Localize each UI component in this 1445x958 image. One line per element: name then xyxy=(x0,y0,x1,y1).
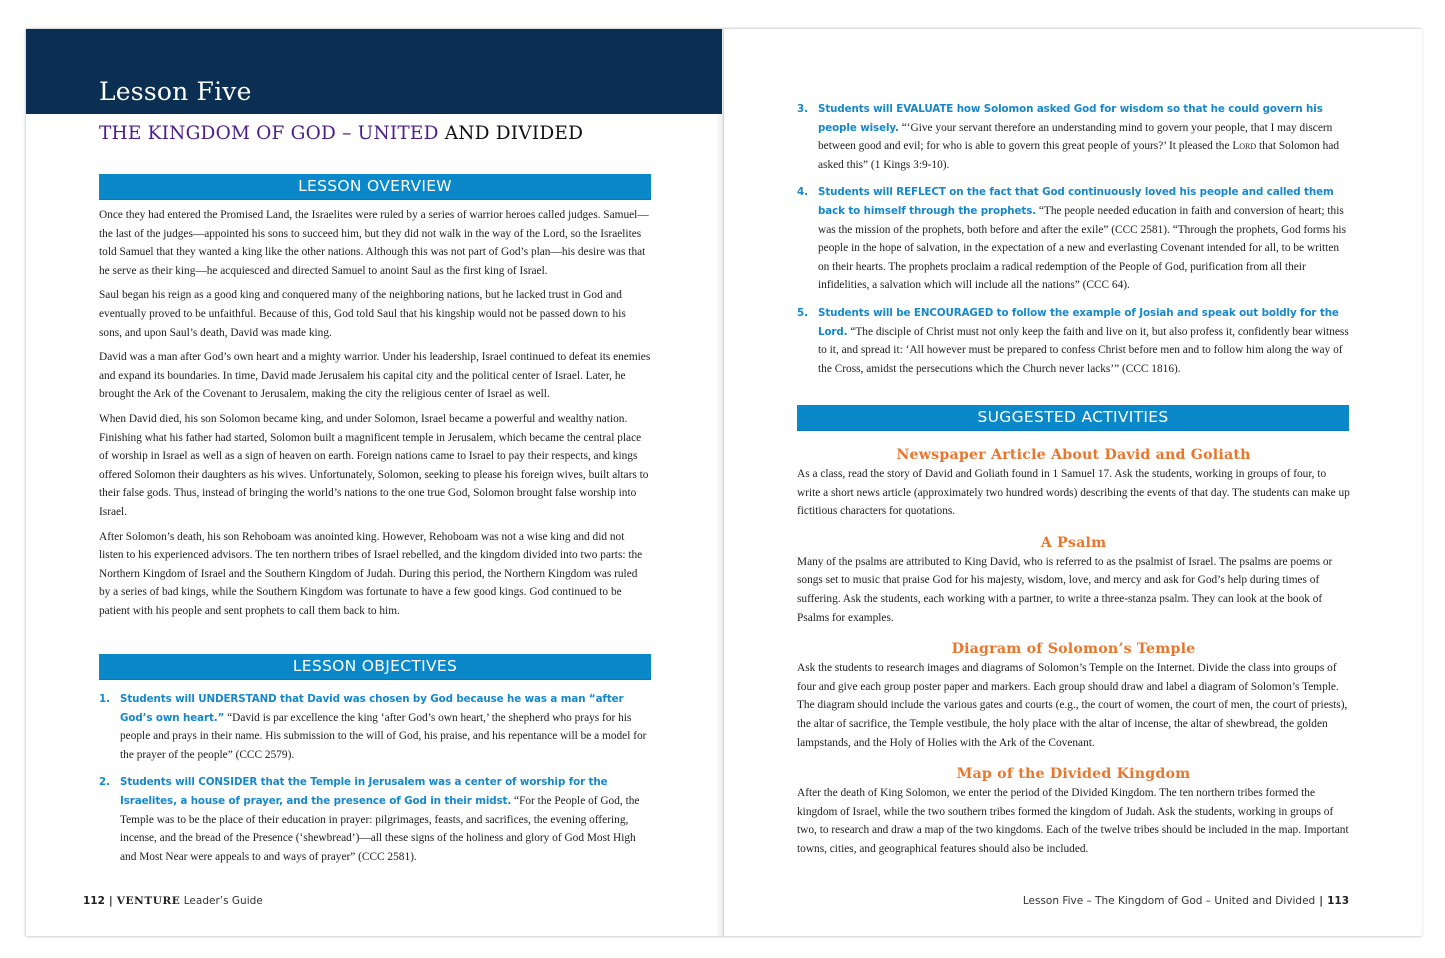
objective-number: 3. xyxy=(797,103,809,115)
lesson-subtitle-rest: AND DIVIDED xyxy=(438,123,584,144)
objective-quote-smallcaps: Lord xyxy=(1232,140,1257,153)
objective-quote: “The people needed education in faith and conversion of heart; this was the mission of the prophets, both before and after the exile” (CCC 2581). “Through the prophets, God forms his people in the hope of salvation, in the expectation of a new and everlasting Covenant intended for all, to be written on their hearts. The prophets proclaim a radical redemption of the People of God, purification from all their infidelities, a salvation which will include all the nations” (CCC 64). xyxy=(818,204,1346,292)
objective-item xyxy=(797,304,1350,378)
lesson-objectives-heading: LESSON OBJECTIVES xyxy=(99,654,651,680)
activity-item xyxy=(797,639,1350,752)
objective-item xyxy=(99,773,651,866)
left-page-footer xyxy=(83,895,263,907)
objective-number: 5. xyxy=(797,306,809,319)
activity-description: Ask the students to research images and diagrams of Solomon’s Temple on the Internet. Divide the class into groups of four and give each group poster paper and markers. Each group should draw and label a diagram of Solomon’s Temple. The diagram should include the various gates and courts (e.g., the court of women, the court of men, the court of priests), the altar of sacrifice, the Temple vestibule, the holy place with the altar of incense, the altar of shewbread, the golden lampstands, and the Holy of Holies with the Ark of the Covenant. xyxy=(797,662,1348,749)
suggested-activities-list xyxy=(797,445,1350,871)
activity-item xyxy=(797,533,1350,627)
activity-item xyxy=(797,764,1350,858)
objective-number: 2. xyxy=(99,776,111,789)
overview-paragraph: David was a man after God’s own heart and a mighty warrior. Under his leadership, Israel continued to defeat its enemies and expand its boundaries. In time, David made Jerusalem his capital city and the political center of Israel. Later, he brought the Ark of the Covenant to Jerusalem, making the city the religious center of Israel as well. xyxy=(99,351,651,401)
right-page-footer xyxy=(1023,895,1349,907)
overview-paragraph: When David died, his son Solomon became king, and under Solomon, Israel became a powerful and wealthy nation. Finishing what his father had started, Solomon built a magnificent temple in Jerusalem, which became the central place of worship in Israel as well as a sign of heaven on earth. Foreign nations came to Israel to pay their respects, and kings offered Solomon their daughters as his wives. Unfortunately, Solomon, seeking to please his foreign wives, built altars to their false gods. Thus, instead of bringing the world’s nations to the one true God, Solomon brought false worship into Israel. xyxy=(99,412,649,518)
lesson-objectives-list xyxy=(99,690,651,875)
page-number: 112 xyxy=(83,895,105,907)
activity-title: Diagram of Solomon’s Temple xyxy=(951,641,1196,658)
objectives-continued-list xyxy=(797,100,1350,387)
left-page xyxy=(26,29,722,936)
activity-description: As a class, read the story of David and Goliath found in 1 Samuel 17. Ask the students, working in groups of four, to write a short news article (approximately two hundred words) describing the events of that day. The students can make up fictitious characters for quotations. xyxy=(797,468,1350,518)
footer-brand: VENTURE xyxy=(116,895,181,907)
overview-paragraph: Saul began his reign as a good king and conquered many of the neighboring nations, but he lacked trust in God and eventually proved to be unfaithful. Because of this, God told Saul that his kingship would not be passed down to his sons, and upon Saul’s death, David was made king. xyxy=(99,289,626,339)
objective-number: 1. xyxy=(99,693,111,705)
activity-title: Map of the Divided Kingdom xyxy=(956,766,1191,783)
objective-lead: Students will EVALUATE how Solomon asked God for wisdom so that he could govern his people wisely. xyxy=(818,103,1323,134)
footer-guide-title: Leader’s Guide xyxy=(180,895,263,907)
objective-number: 4. xyxy=(797,186,809,199)
objective-lead: Students will CONSIDER that the Temple in Jerusalem was a center of worship for the Israelites, a house of prayer, and the presence of God in their midst. xyxy=(120,776,608,807)
objective-item xyxy=(99,690,651,764)
objective-quote: “‘Give your servant therefore an understanding mind to govern your people, that I may discern between good and evil; for who is able to govern this great people of yours?’ It pleased the xyxy=(818,121,1333,153)
lesson-overview-heading: LESSON OVERVIEW xyxy=(99,174,651,200)
running-head: Lesson Five – The Kingdom of God – United and Divided xyxy=(1022,895,1316,907)
overview-paragraph: After Solomon’s death, his son Rehoboam was anointed king. However, Rehoboam was not a wise king and did not listen to his experienced advisors. The ten northern tribes of Israel rebelled, and the kingdom divided into two parts: the Northern Kingdom of Israel and the Southern Kingdom of Judah. During this period, the Northern Kingdom was ruled by a series of bad kings, while the Southern Kingdom was fortunate to have a few good kings. God continued to be patient with his people and sent prophets to call them back to him. xyxy=(99,530,643,617)
lesson-title: Lesson Five xyxy=(99,77,252,106)
objective-lead: Students will REFLECT on the fact that God continuously loved his people and called them back to himself through the prophets. xyxy=(818,186,1334,217)
suggested-activities-heading: SUGGESTED ACTIVITIES xyxy=(797,405,1349,431)
book-spread xyxy=(26,29,1421,936)
objective-lead: Students will be ENCOURAGED to follow the example of Josiah and speak out boldly for the Lord. xyxy=(818,306,1339,338)
footer-separator: | xyxy=(1319,895,1324,907)
page-number: 113 xyxy=(1327,895,1349,907)
activity-description: After the death of King Solomon, we enter the period of the Divided Kingdom. The ten northern tribes formed the kingdom of Israel, while the two southern tribes formed the kingdom of Judah. Ask the students, working in groups of two, to research and draw a map of the two kingdoms. Each of the twelve tribes should be included in the map. Important towns, cities, and geographical features should also be included. xyxy=(797,787,1349,855)
overview-paragraph: Once they had entered the Promised Land, the Israelites were ruled by a series of warrior heroes called judges. Samuel—the last of the judges—appointed his sons to succeed him, but they did not walk in the way of the Lord, so the Israelites told Samuel that they wanted a king like the other nations. Although this was not part of God’s plan—his desire was that he serve as their king—he acquiesced and directed Samuel to anoint Saul as the first king of Israel. xyxy=(99,209,649,277)
lesson-subtitle xyxy=(99,123,583,144)
activity-item xyxy=(797,445,1350,521)
footer-separator: | xyxy=(108,895,113,907)
activity-title: A Psalm xyxy=(1040,534,1107,551)
lesson-subtitle-accent: THE KINGDOM OF GOD – UNITED xyxy=(99,123,439,144)
objective-quote-end: that Solomon had asked this” (1 Kings 3:9-10). xyxy=(818,140,1340,171)
activity-description: Many of the psalms are attributed to King David, who is referred to as the psalmist of Israel. The psalms are poems or songs set to music that praise God for his majesty, wisdom, love, and mercy and ask for God’s help during times of suffering. Ask the students, each working with a partner, to write a three-stanza psalm. They can look at the book of Psalms for examples. xyxy=(797,555,1333,624)
objective-quote: “The disciple of Christ must not only keep the faith and live on it, but also profess it, confidently bear witness to it, and spread it: ‘All however must be prepared to confess Christ before men and to follow him along the way of the Cross, amidst the persecutions which the Church never lacks’” (CCC 1816). xyxy=(818,325,1349,375)
objective-quote: “For the People of God, the Temple was to be the place of their education in prayer: pilgrimages, feasts, and sacrifices, the evening offering, incense, and the bread of the Presence (‘shewbread’)—all these signs of the holiness and glory of God Most High and Most Near were appeals to and ways of prayer” (CCC 2581). xyxy=(120,794,640,863)
lesson-overview-body xyxy=(99,206,651,626)
objective-lead: Students will UNDERSTAND that David was chosen by God because he was a man “after God’s own heart.” xyxy=(120,693,624,724)
objective-quote: “David is par excellence the king ‘after God’s own heart,’ the shepherd who prays for his people and prays in their name. His submission to the will of God, his praise, and his repentance will be a model for the prayer of the people” (CCC 2579). xyxy=(120,711,647,761)
activity-title: Newspaper Article About David and Goliath xyxy=(896,447,1251,463)
objective-item xyxy=(797,183,1350,295)
objective-item xyxy=(797,100,1350,174)
right-page xyxy=(723,29,1422,936)
